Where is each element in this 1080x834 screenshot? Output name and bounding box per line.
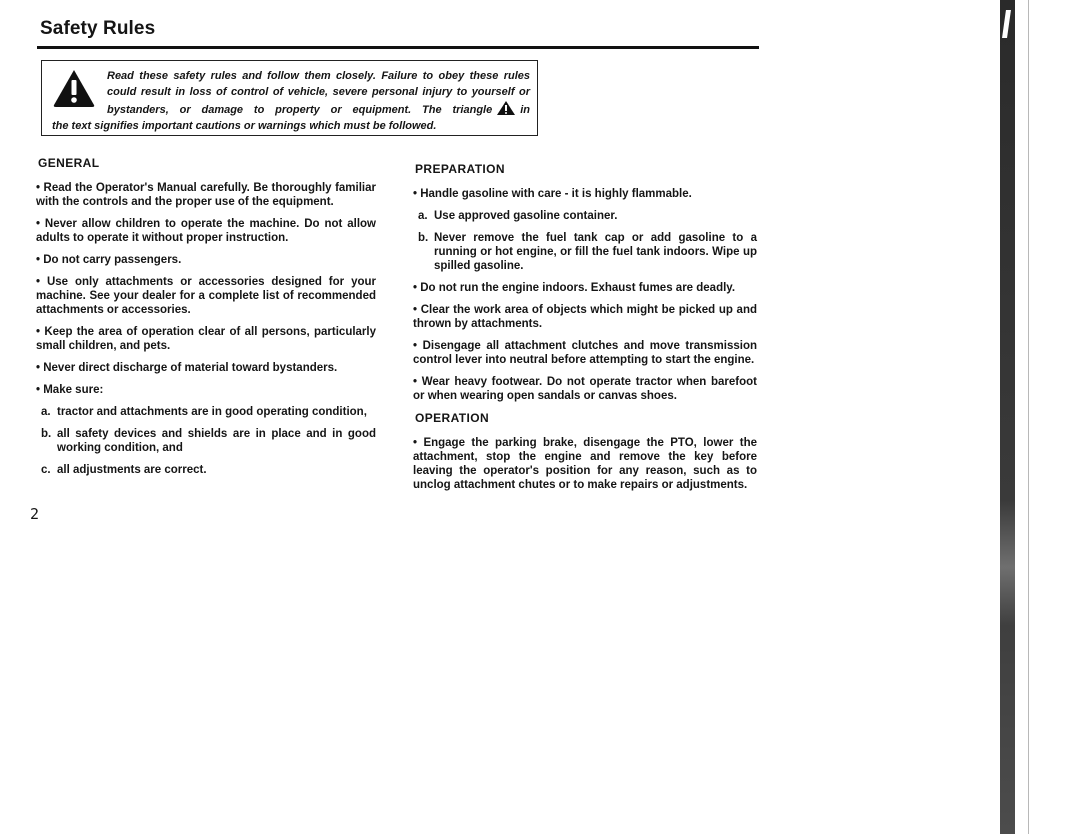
warning-line-2: could result in loss of control of vehicle, severe personal injury to yourself or xyxy=(107,86,530,98)
sub-text: Never remove the fuel tank cap or add gasoline to a running or hot engine, or fill the fuel tank indoors. Wipe up spilled gasoline. xyxy=(434,232,757,272)
sub-text: all adjustments are correct. xyxy=(57,464,207,476)
general-sub-item xyxy=(41,463,376,477)
general-item: • Never allow children to operate the machine. Do not allow adults to operate it without proper instruction. xyxy=(36,218,376,244)
preparation-item: • Do not run the engine indoors. Exhaust fumes are deadly. xyxy=(413,282,736,294)
general-sub-item xyxy=(41,427,376,455)
preparation-heading: PREPARATION xyxy=(415,162,505,176)
preparation-item: • Wear heavy footwear. Do not operate tractor when barefoot or when wearing open sandals or canvas shoes. xyxy=(413,376,757,402)
warning-line-1: Read these safety rules and follow them closely. Failure to obey these rules xyxy=(107,70,530,82)
warning-text xyxy=(52,68,530,134)
preparation-item: • Clear the work area of objects which might be picked up and thrown by attachments. xyxy=(413,304,757,330)
scan-edge-strip xyxy=(1000,0,1015,834)
sub-text: all safety devices and shields are in place and in good working condition, and xyxy=(57,428,376,454)
scan-edge-line xyxy=(1028,0,1029,834)
general-item: • Keep the area of operation clear of all persons, particularly small children, and pets. xyxy=(36,326,376,352)
sub-letter: c. xyxy=(41,464,51,476)
sub-letter: b. xyxy=(41,428,52,440)
warning-line-3 xyxy=(107,100,530,118)
warning-line-3-text: bystanders, or damage to property or equipment. The triangle xyxy=(107,104,493,116)
general-item: • Make sure: xyxy=(36,384,104,396)
operation-heading: OPERATION xyxy=(415,411,490,425)
general-item: • Never direct discharge of material toward bystanders. xyxy=(36,362,338,374)
preparation-item: • Disengage all attachment clutches and move transmission control lever into neutral before attempting to start the engine. xyxy=(413,340,757,366)
warning-line-3-end: in xyxy=(520,104,530,116)
operation-item: • Engage the parking brake, disengage the PTO, lower the attachment, stop the engine and remove the key before leaving the operator's position for any reason, such as to unclog attachment chutes or to make repairs or adjustments. xyxy=(413,437,757,491)
general-item: • Read the Operator's Manual carefully. Be thoroughly familiar with the controls and the proper use of the equipment. xyxy=(36,182,376,208)
inline-warning-triangle-icon xyxy=(496,100,516,116)
general-column xyxy=(36,156,376,485)
general-item: • Use only attachments or accessories designed for your machine. See your dealer for a complete list of recommended attachments or accessories. xyxy=(36,276,376,316)
preparation-item: • Handle gasoline with care - it is highly flammable. xyxy=(413,188,692,200)
warning-line-4: the text signifies important cautions or warnings which must be followed. xyxy=(52,120,437,132)
general-sub-item xyxy=(41,405,376,419)
general-heading: GENERAL xyxy=(38,156,100,170)
general-item: • Do not carry passengers. xyxy=(36,254,182,266)
preparation-operation-column xyxy=(413,162,757,500)
title-rule xyxy=(37,46,759,49)
sub-letter: a. xyxy=(41,406,51,418)
page-title: Safety Rules xyxy=(40,18,156,39)
sub-letter: a. xyxy=(418,210,428,222)
sub-letter: b. xyxy=(418,232,429,244)
page-number: 2 xyxy=(30,505,40,523)
sub-text: tractor and attachments are in good operating condition, xyxy=(57,406,367,418)
preparation-sub-item xyxy=(418,209,757,223)
preparation-sub-item xyxy=(418,231,757,273)
sub-text: Use approved gasoline container. xyxy=(434,210,618,222)
